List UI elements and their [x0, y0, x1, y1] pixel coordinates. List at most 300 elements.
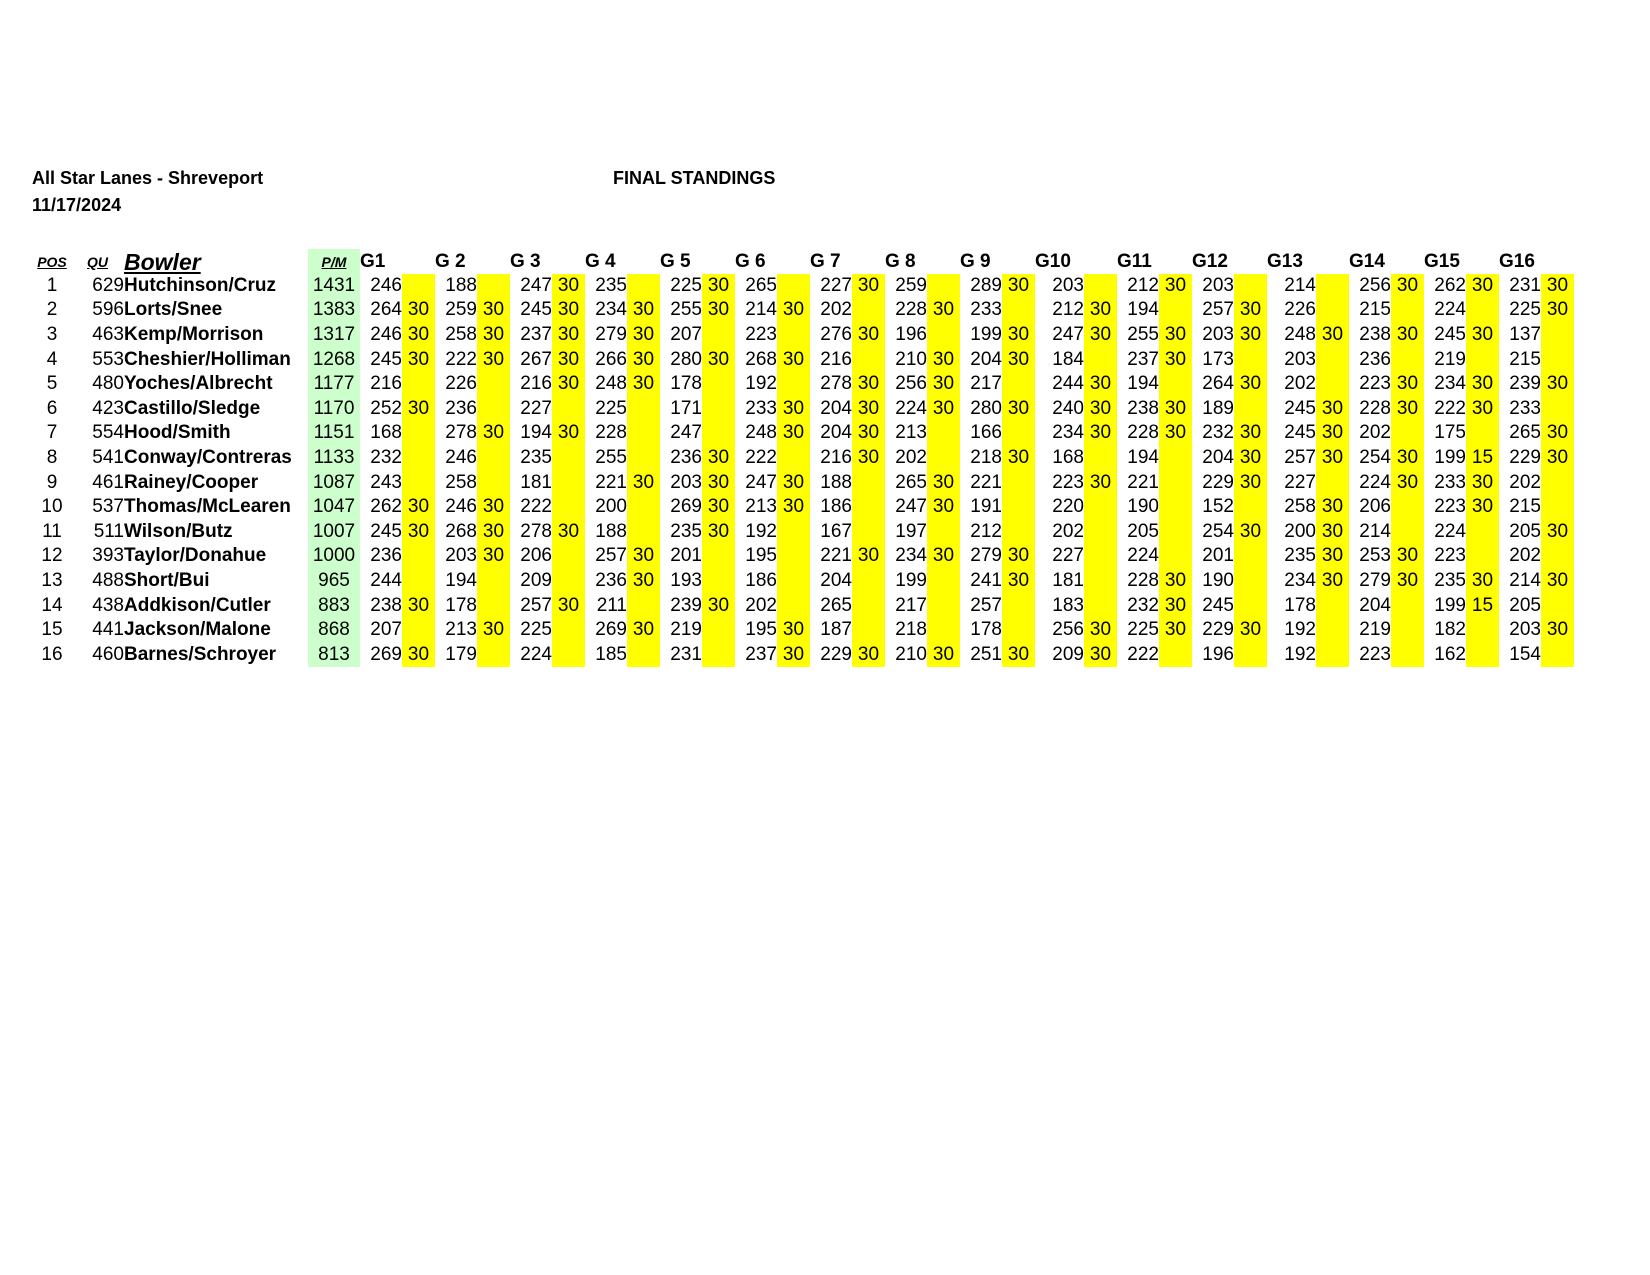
- game-score: 223: [1434, 496, 1466, 518]
- game-score: 235: [1284, 545, 1316, 567]
- game-bonus: 30: [852, 397, 885, 422]
- game-bonus: [1466, 347, 1499, 372]
- game-score: 246: [370, 274, 402, 296]
- game-bonus: [1391, 520, 1424, 545]
- game-bonus: 30: [552, 520, 585, 545]
- game-score: 222: [745, 447, 777, 469]
- game-bonus: 30: [627, 323, 660, 348]
- game-score: 200: [1284, 520, 1316, 542]
- game-score: 251: [970, 643, 1002, 665]
- game-score: 228: [1127, 422, 1159, 444]
- game-bonus: 30: [852, 372, 885, 397]
- game-bonus: 30: [552, 372, 585, 397]
- game-bonus: [1002, 593, 1035, 618]
- bowler-name: Castillo/Sledge: [124, 397, 261, 419]
- game-score: 238: [370, 594, 402, 616]
- col-header-game-8: G 8: [885, 250, 916, 272]
- game-bonus: [552, 569, 585, 594]
- game-bonus: [777, 323, 810, 348]
- game-bonus: [1234, 569, 1267, 594]
- game-score: 239: [1509, 373, 1541, 395]
- qualifying-cell: 480: [92, 373, 124, 395]
- game-bonus: 30: [927, 372, 960, 397]
- game-bonus: [1234, 643, 1267, 668]
- game-bonus: [1002, 520, 1035, 545]
- game-bonus: [402, 470, 435, 495]
- game-bonus: [627, 495, 660, 520]
- game-bonus: 30: [477, 520, 510, 545]
- game-score: 229: [1202, 619, 1234, 641]
- game-bonus: [627, 446, 660, 471]
- game-score: 202: [1359, 422, 1391, 444]
- game-score: 202: [895, 447, 927, 469]
- game-score: 278: [445, 422, 477, 444]
- game-bonus: [852, 593, 885, 618]
- game-score: 210: [895, 643, 927, 665]
- game-bonus: 30: [702, 347, 735, 372]
- game-score: 223: [1359, 643, 1391, 665]
- game-score: 202: [1052, 520, 1084, 542]
- game-score: 221: [820, 545, 852, 567]
- game-bonus: 30: [402, 593, 435, 618]
- game-score: 178: [445, 594, 477, 616]
- game-bonus: 30: [1234, 470, 1267, 495]
- game-bonus: [402, 618, 435, 643]
- game-bonus: 30: [1316, 569, 1349, 594]
- col-header-game-10: G10: [1035, 250, 1071, 272]
- game-score: 280: [670, 348, 702, 370]
- col-header-game-9: G 9: [960, 250, 991, 272]
- game-bonus: 30: [1316, 495, 1349, 520]
- game-bonus: 30: [1391, 323, 1424, 348]
- game-score: 265: [745, 274, 777, 296]
- game-bonus: 30: [1234, 421, 1267, 446]
- game-score: 181: [520, 471, 552, 493]
- game-score: 232: [370, 447, 402, 469]
- col-header-bowler: Bowler: [124, 249, 201, 274]
- game-score: 223: [1359, 373, 1391, 395]
- game-bonus: 30: [777, 470, 810, 495]
- game-bonus: [1234, 347, 1267, 372]
- game-score: 191: [970, 496, 1002, 518]
- col-header-pos: POS: [37, 253, 67, 270]
- game-bonus: 30: [1541, 372, 1574, 397]
- game-score: 201: [670, 545, 702, 567]
- game-bonus: [402, 544, 435, 569]
- game-bonus: [1084, 347, 1117, 372]
- bowler-name: Taylor/Donahue: [124, 545, 267, 567]
- game-bonus: [1541, 593, 1574, 618]
- game-bonus: 30: [402, 495, 435, 520]
- game-score: 265: [895, 471, 927, 493]
- game-bonus: 30: [1002, 569, 1035, 594]
- game-bonus: [1084, 495, 1117, 520]
- game-bonus: [852, 495, 885, 520]
- game-score: 236: [445, 397, 477, 419]
- game-score: 233: [970, 299, 1002, 321]
- game-score: 259: [895, 274, 927, 296]
- bowler-name: Hood/Smith: [124, 422, 231, 444]
- venue-name: All Star Lanes - Shreveport: [32, 168, 264, 188]
- game-score: 219: [1359, 619, 1391, 641]
- game-bonus: [1002, 470, 1035, 495]
- game-score: 234: [1284, 570, 1316, 592]
- qualifying-cell: 511: [93, 520, 124, 542]
- game-score: 205: [1509, 520, 1541, 542]
- game-bonus: 30: [1084, 397, 1117, 422]
- game-score: 216: [370, 373, 402, 395]
- game-score: 204: [820, 397, 852, 419]
- game-score: 203: [1202, 324, 1234, 346]
- game-bonus: 30: [927, 470, 960, 495]
- game-bonus: [1541, 643, 1574, 668]
- game-bonus: [1391, 593, 1424, 618]
- game-bonus: 30: [702, 520, 735, 545]
- col-header-game-7: G 7: [810, 250, 841, 272]
- pm-total: 1133: [308, 446, 360, 471]
- game-bonus: [1084, 569, 1117, 594]
- game-bonus: 30: [1316, 421, 1349, 446]
- bowler-name: Lorts/Snee: [124, 299, 223, 321]
- pm-total: 1007: [308, 520, 360, 545]
- game-score: 190: [1127, 496, 1159, 518]
- game-score: 255: [670, 299, 702, 321]
- standings-table: [33, 249, 1574, 667]
- game-bonus: 30: [777, 347, 810, 372]
- game-score: 225: [1127, 619, 1159, 641]
- game-score: 248: [745, 422, 777, 444]
- game-bonus: 30: [477, 323, 510, 348]
- qualifying-cell: 393: [92, 545, 124, 567]
- game-bonus: 30: [552, 347, 585, 372]
- game-score: 224: [1434, 299, 1466, 321]
- position-cell: 2: [46, 299, 58, 321]
- bowler-name: Rainey/Cooper: [124, 471, 259, 493]
- game-bonus: [552, 544, 585, 569]
- game-score: 246: [445, 496, 477, 518]
- game-bonus: 30: [1466, 495, 1499, 520]
- game-score: 186: [745, 570, 777, 592]
- pm-total: 1000: [308, 544, 360, 569]
- game-score: 215: [1509, 348, 1541, 370]
- game-bonus: [477, 470, 510, 495]
- game-bonus: [927, 618, 960, 643]
- game-score: 221: [970, 471, 1002, 493]
- game-score: 228: [595, 422, 627, 444]
- game-bonus: [1316, 298, 1349, 323]
- game-score: 247: [895, 496, 927, 518]
- game-bonus: 30: [1316, 544, 1349, 569]
- game-bonus: 30: [1002, 544, 1035, 569]
- bowler-name: Yoches/Albrecht: [124, 373, 273, 395]
- game-score: 213: [895, 422, 927, 444]
- game-bonus: [1002, 421, 1035, 446]
- game-score: 235: [1434, 570, 1466, 592]
- qualifying-cell: 438: [92, 594, 124, 616]
- table-row: [33, 323, 1574, 348]
- game-bonus: [477, 446, 510, 471]
- pm-total: 883: [308, 593, 360, 618]
- game-bonus: 30: [402, 520, 435, 545]
- game-score: 247: [670, 422, 702, 444]
- game-bonus: 30: [402, 298, 435, 323]
- game-bonus: 15: [1466, 446, 1499, 471]
- game-score: 199: [970, 324, 1002, 346]
- game-bonus: [777, 274, 810, 299]
- game-score: 289: [970, 274, 1002, 296]
- game-bonus: 30: [1466, 569, 1499, 594]
- game-score: 181: [1052, 570, 1084, 592]
- pm-total: 1047: [308, 495, 360, 520]
- game-score: 204: [1359, 594, 1391, 616]
- game-score: 245: [370, 348, 402, 370]
- game-score: 188: [595, 520, 627, 542]
- col-header-game-5: G 5: [660, 250, 691, 272]
- qualifying-cell: 596: [92, 299, 124, 321]
- game-score: 213: [445, 619, 477, 641]
- game-score: 233: [1509, 397, 1541, 419]
- bowler-name: Hutchinson/Cruz: [124, 274, 276, 296]
- game-score: 236: [1359, 348, 1391, 370]
- game-score: 256: [1052, 619, 1084, 641]
- game-bonus: 30: [627, 470, 660, 495]
- game-bonus: 30: [1084, 323, 1117, 348]
- game-bonus: 30: [1234, 618, 1267, 643]
- game-bonus: 30: [702, 298, 735, 323]
- game-bonus: 30: [1316, 520, 1349, 545]
- game-score: 241: [970, 570, 1002, 592]
- game-score: 259: [445, 299, 477, 321]
- game-score: 235: [595, 274, 627, 296]
- game-score: 178: [670, 373, 702, 395]
- game-score: 267: [520, 348, 552, 370]
- table-row: [33, 643, 1574, 668]
- game-score: 269: [670, 496, 702, 518]
- game-score: 215: [1509, 496, 1541, 518]
- game-bonus: 30: [777, 298, 810, 323]
- game-bonus: [402, 421, 435, 446]
- game-bonus: 30: [702, 274, 735, 299]
- game-bonus: [1541, 495, 1574, 520]
- game-score: 192: [1284, 619, 1316, 641]
- game-score: 245: [370, 520, 402, 542]
- game-bonus: 30: [777, 397, 810, 422]
- game-bonus: 30: [702, 470, 735, 495]
- game-score: 197: [895, 520, 927, 542]
- bowler-name: Conway/Contreras: [124, 447, 292, 469]
- position-cell: 15: [41, 619, 63, 641]
- position-cell: 8: [46, 447, 58, 469]
- game-bonus: [1316, 274, 1349, 299]
- position-cell: 3: [46, 324, 58, 346]
- game-bonus: 30: [1541, 446, 1574, 471]
- game-bonus: [1391, 298, 1424, 323]
- game-bonus: 30: [1002, 347, 1035, 372]
- game-score: 279: [595, 324, 627, 346]
- game-score: 188: [820, 471, 852, 493]
- game-score: 182: [1434, 619, 1466, 641]
- game-bonus: 30: [852, 274, 885, 299]
- qualifying-cell: 541: [92, 447, 124, 469]
- game-score: 178: [970, 619, 1002, 641]
- game-bonus: 30: [702, 593, 735, 618]
- game-bonus: [852, 520, 885, 545]
- game-score: 193: [670, 570, 702, 592]
- game-bonus: [477, 274, 510, 299]
- game-bonus: [1159, 520, 1192, 545]
- game-bonus: [1159, 470, 1192, 495]
- qualifying-cell: 554: [92, 422, 124, 444]
- game-score: 204: [970, 348, 1002, 370]
- game-score: 203: [445, 545, 477, 567]
- game-bonus: [1234, 544, 1267, 569]
- game-score: 247: [1052, 324, 1084, 346]
- game-bonus: [1159, 643, 1192, 668]
- col-header-qu: QU: [87, 253, 108, 270]
- col-header-game-6: G 6: [735, 250, 766, 272]
- game-bonus: [1466, 520, 1499, 545]
- bowler-name: Cheshier/Holliman: [124, 348, 291, 370]
- game-bonus: [1541, 323, 1574, 348]
- game-score: 236: [595, 570, 627, 592]
- game-bonus: [702, 372, 735, 397]
- game-score: 213: [745, 496, 777, 518]
- game-bonus: 30: [552, 323, 585, 348]
- game-score: 202: [1509, 471, 1541, 493]
- game-score: 233: [745, 397, 777, 419]
- qualifying-cell: 629: [92, 274, 124, 296]
- game-bonus: [627, 520, 660, 545]
- game-score: 189: [1202, 397, 1234, 419]
- game-score: 214: [1284, 274, 1316, 296]
- game-score: 236: [670, 447, 702, 469]
- qualifying-cell: 460: [92, 643, 124, 665]
- game-score: 214: [1359, 520, 1391, 542]
- game-bonus: [927, 569, 960, 594]
- game-bonus: 30: [852, 544, 885, 569]
- game-bonus: 30: [1316, 323, 1349, 348]
- game-score: 248: [595, 373, 627, 395]
- game-score: 201: [1202, 545, 1234, 567]
- game-score: 204: [820, 570, 852, 592]
- game-score: 269: [370, 643, 402, 665]
- game-bonus: [777, 372, 810, 397]
- game-bonus: 30: [1541, 298, 1574, 323]
- game-score: 239: [670, 594, 702, 616]
- game-score: 246: [370, 324, 402, 346]
- game-score: 244: [370, 570, 402, 592]
- game-bonus: [1159, 495, 1192, 520]
- position-cell: 5: [46, 373, 58, 395]
- game-score: 227: [820, 274, 852, 296]
- game-score: 209: [1052, 643, 1084, 665]
- game-bonus: [552, 643, 585, 668]
- game-score: 173: [1202, 348, 1234, 370]
- game-score: 255: [1127, 324, 1159, 346]
- game-bonus: 30: [627, 618, 660, 643]
- game-bonus: 30: [1466, 470, 1499, 495]
- game-score: 205: [1509, 594, 1541, 616]
- pm-total: 1317: [308, 323, 360, 348]
- game-score: 185: [595, 643, 627, 665]
- game-score: 237: [1127, 348, 1159, 370]
- game-score: 226: [1284, 299, 1316, 321]
- game-score: 228: [1127, 570, 1159, 592]
- game-score: 224: [1127, 545, 1159, 567]
- game-score: 258: [1284, 496, 1316, 518]
- game-score: 229: [820, 643, 852, 665]
- qualifying-cell: 463: [92, 324, 124, 346]
- game-score: 216: [820, 348, 852, 370]
- game-score: 223: [1052, 471, 1084, 493]
- bowler-name: Jackson/Malone: [124, 619, 271, 641]
- game-score: 225: [595, 397, 627, 419]
- game-score: 218: [970, 447, 1002, 469]
- game-bonus: [1316, 593, 1349, 618]
- game-bonus: [1316, 372, 1349, 397]
- game-score: 205: [1127, 520, 1159, 542]
- game-bonus: [702, 421, 735, 446]
- game-bonus: 30: [1084, 372, 1117, 397]
- game-bonus: [402, 372, 435, 397]
- col-header-game-12: G12: [1192, 250, 1228, 272]
- game-bonus: 30: [1541, 520, 1574, 545]
- game-bonus: [627, 274, 660, 299]
- position-cell: 6: [46, 397, 58, 419]
- game-bonus: [1391, 495, 1424, 520]
- col-header-game-3: G 3: [510, 250, 541, 272]
- game-bonus: [927, 421, 960, 446]
- game-bonus: 30: [402, 347, 435, 372]
- game-score: 215: [1359, 299, 1391, 321]
- game-bonus: [552, 495, 585, 520]
- game-bonus: 30: [1084, 618, 1117, 643]
- table-row: [33, 618, 1574, 643]
- game-bonus: 30: [1466, 397, 1499, 422]
- pm-total: 965: [308, 569, 360, 594]
- game-bonus: 30: [1316, 397, 1349, 422]
- game-score: 228: [895, 299, 927, 321]
- game-score: 206: [1359, 496, 1391, 518]
- game-score: 218: [895, 619, 927, 641]
- game-bonus: 30: [1159, 347, 1192, 372]
- game-score: 237: [745, 643, 777, 665]
- game-bonus: [1084, 274, 1117, 299]
- game-score: 257: [1284, 447, 1316, 469]
- game-score: 221: [1127, 471, 1159, 493]
- game-bonus: 30: [1391, 397, 1424, 422]
- col-header-game-16: G16: [1499, 250, 1535, 272]
- game-bonus: [777, 446, 810, 471]
- game-score: 209: [520, 570, 552, 592]
- game-score: 167: [820, 520, 852, 542]
- game-score: 243: [370, 471, 402, 493]
- game-bonus: [402, 446, 435, 471]
- game-bonus: 30: [1002, 446, 1035, 471]
- game-bonus: 30: [477, 544, 510, 569]
- game-bonus: [702, 544, 735, 569]
- game-score: 257: [1202, 299, 1234, 321]
- game-bonus: 30: [1002, 643, 1035, 668]
- game-bonus: 30: [477, 298, 510, 323]
- game-bonus: 30: [1466, 323, 1499, 348]
- game-score: 246: [445, 447, 477, 469]
- game-score: 264: [370, 299, 402, 321]
- position-cell: 11: [42, 520, 62, 542]
- bowler-name: Addkison/Cutler: [124, 594, 271, 616]
- position-cell: 14: [41, 594, 63, 616]
- pm-total: 1170: [308, 397, 360, 422]
